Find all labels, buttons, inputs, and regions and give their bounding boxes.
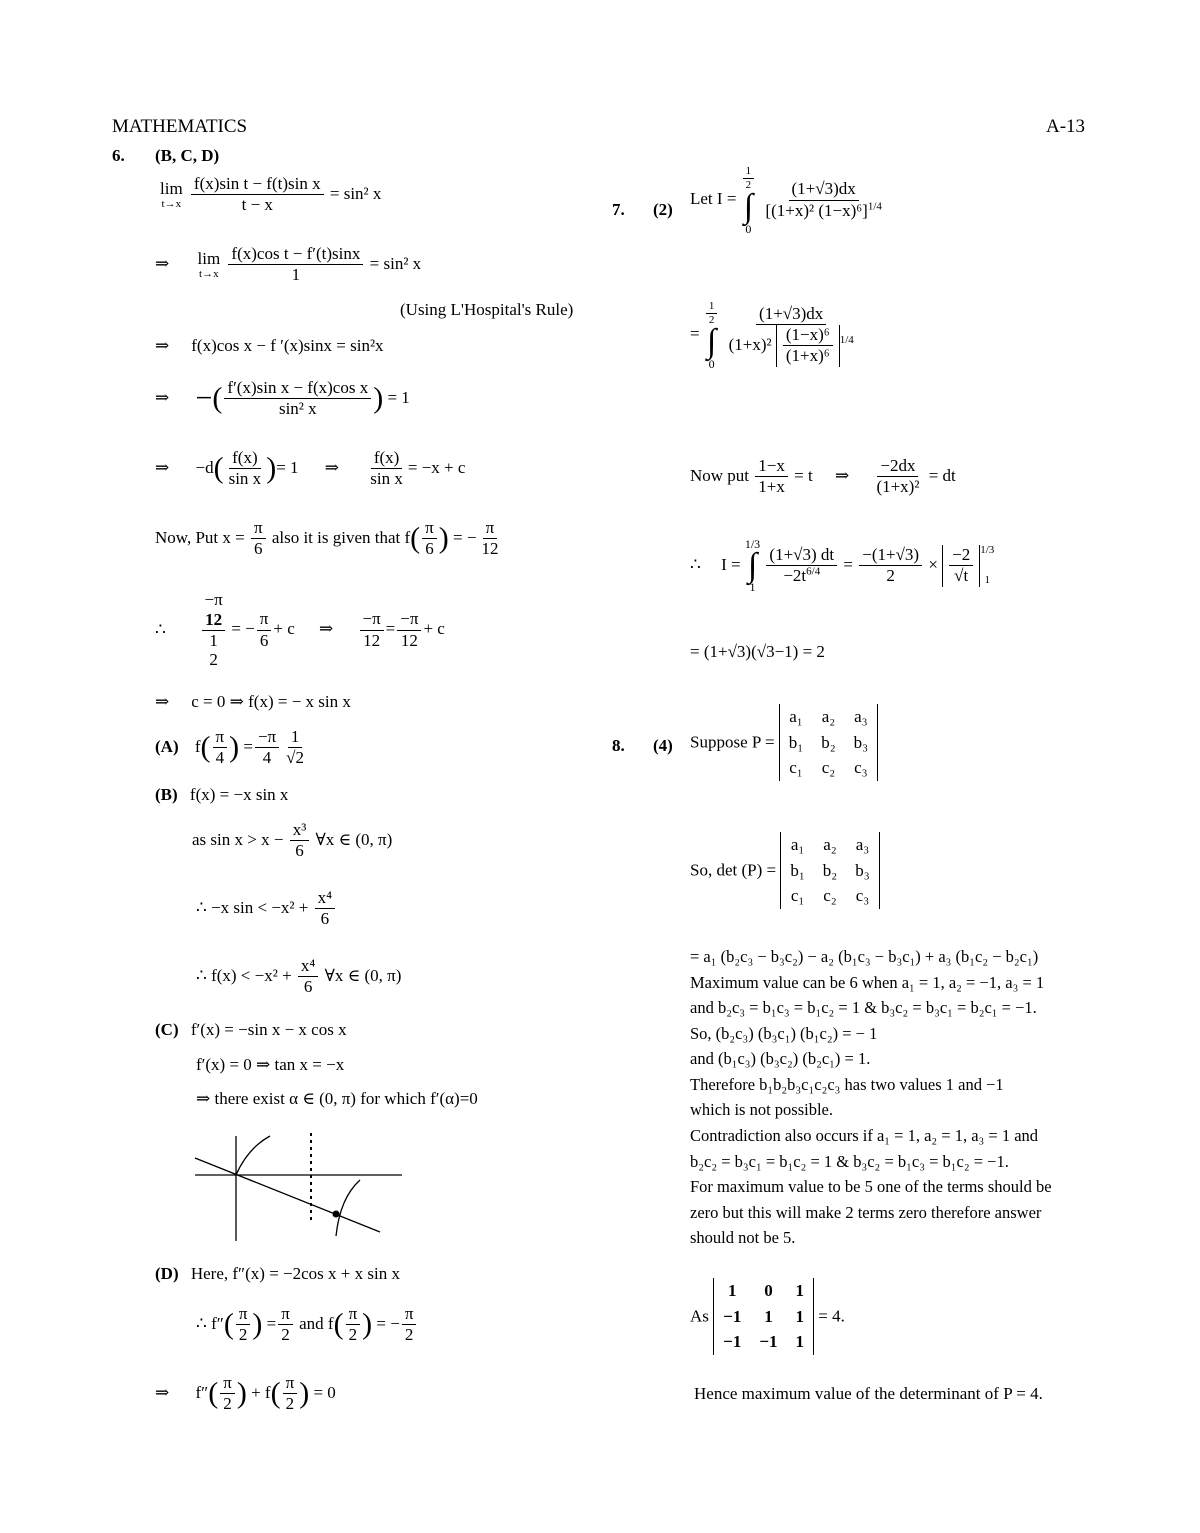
line: Maximum value can be 6 when a₁ = 1, a₂ = −1, a₃ = 1 [690,972,1045,992]
option-c-line3: ⇒ there exist α ∈ (0, π) for which f′(α)=0 [196,1089,478,1108]
fraction-num: −(1+√3) [859,545,922,566]
fraction-num: π [220,1373,235,1394]
outer-den-bottom: 2 [209,650,218,670]
lim-text: lim [160,178,183,198]
eval-upper: 1/3 [980,544,995,557]
fraction-num: (1+√3)dx [789,179,859,200]
fraction-num: π [251,518,266,539]
fraction-den: sin x [228,469,262,489]
fraction-num: −2dx [877,456,918,477]
rhs: = 1 [276,457,299,477]
fraction-num: π [483,518,498,539]
q6-limit-expr [158,174,381,216]
fraction-den: 6 [259,630,269,650]
label: (B) [155,785,178,804]
upper-den: 2 [745,179,752,192]
cell: c₂ [823,886,837,906]
fraction-den: 1+x [758,477,785,497]
label: (C) [155,1020,179,1039]
fraction-num: π [278,1304,293,1325]
upper-limit: 1/3 [744,537,761,551]
line: So, (b₂c₃) (b₃c₁) (b₁c₂) = − 1 [690,1023,878,1043]
q6-step5: ⇒ −d( $\frac{f(x)}{\text{sin x}}$ )= 1 ⇒ $\frac{f(x)}{\text{sin x}}$ = −x + c [155,448,466,489]
option-b [155,785,288,805]
fraction-num: 1 [288,727,303,748]
cell: −1 [723,1306,742,1326]
cell: a₃ [855,835,870,854]
fraction-den: 2 [886,566,895,586]
let-text: Let I = [690,189,737,209]
fraction-den: sin² x [278,399,317,419]
now-put-text: Now put [690,465,750,485]
cell: 1 [795,1332,805,1352]
power: 1/4 [867,200,882,213]
q8-example [690,1278,845,1355]
fraction-den: 2 [223,1394,232,1414]
fraction-den: 12 [481,539,499,559]
tan-branch-2 [336,1180,360,1236]
q6-number: 6. [112,146,125,165]
q8-answer: (4) [653,736,673,755]
fraction-num: x⁴ [315,888,335,909]
label: (A) [155,736,179,756]
q7-now-put: Now put $\frac{1-x}{1+x}$ = t ⇒ $\frac{-2dx}{\text{(1+x)²}}$ = dt [690,456,956,497]
q8-det-p [690,832,880,909]
cell: a₃ [854,707,868,726]
lower-limit: 0 [745,221,752,236]
rhs: = −x + c [407,457,466,477]
option-d-line3: ⇒ f″( $\frac{\pi}{2}$ ) + f( $\frac{\pi}{2}$ ) = 0 [155,1373,336,1414]
fraction-den: 4 [262,748,272,768]
line: which is not possible. [690,1100,833,1120]
fraction-den: √2 [286,748,304,768]
fraction-num: −π [397,609,421,630]
cell: b₁ [788,732,804,752]
as-rhs: = 4. [818,1306,845,1326]
fraction-den: 4 [215,748,225,768]
fraction-den: 2 [281,1325,290,1345]
cell: −1 [759,1332,778,1352]
line-minus-x [195,1158,380,1232]
fraction-num: f(x)cos t − f′(t)sinx [228,244,363,265]
q7-integral-1: Let I = $\frac{1}{2}$ ∫ 0 $\frac{(1+√3)dx}{[(1+x)^2 (1-x)^6]^{1/4}}$ [690,165,882,236]
q6-answer: (B, C, D) [155,146,220,165]
cell: a₁ [789,707,803,726]
outer-den-top: 1 [209,630,218,650]
fraction-den: 12 [363,630,381,650]
i-eq: I = [721,554,741,574]
line: and b₂c₃ = b₁c₃ = b₁c₂ = 1 & b₃c₂ = b₃c₁ = b₂c₁ = −1. [690,998,1037,1018]
q6-hospital-step: ⇒ lim t→x $\frac{\text{f(x)cos t − f′(t)sinx}}{1}$ = sin² x [155,244,422,285]
intersection-point [333,1211,340,1218]
den-prefix: (1+x)² [728,334,772,354]
fraction-den: 2 [285,1394,295,1414]
eval-lower: 1 [984,573,991,586]
fraction-den: 6 [295,841,304,861]
q6-step4: ⇒ −( $\frac{\text{f′(x)sin x − f(x)cos x}}{\text{sin² x}}$ ) = 1 [155,378,410,419]
fraction-den: 1 [291,265,301,285]
q8-number: 8. [612,736,625,755]
option-d-line2: ∴ f″( $\frac{\pi}{2}$ ) = $\frac{\pi}{2}$ and f( $\frac{\pi}{2}$ ) = − $\frac{\pi}{2}$ [196,1304,418,1346]
fraction-num: π [422,518,437,539]
cell: a₂ [823,835,837,854]
line: For maximum value to be 5 one of the terms should be [690,1177,1052,1197]
fraction-den: 6 [303,977,313,997]
rhs: = sin² x [369,253,422,273]
q7-answer: (2) [653,200,673,219]
expr: as sin x > x − [192,829,284,849]
cell: −1 [723,1332,742,1352]
matrix-p [779,704,878,781]
expr: f(x)cos x − f ′(x)sinx = sin²x [191,336,384,355]
cell: 0 [764,1281,773,1300]
line: Contradiction also occurs if a₁ = 1, a₂ = 1, a₃ = 1 and [690,1125,1039,1145]
option-c [155,1020,347,1040]
option-b-line3 [196,888,337,930]
inner-num: (1−x)⁶ [783,325,833,346]
fraction-den: √t [954,566,969,586]
cell: 1 [728,1281,737,1300]
fraction-num: π [346,1304,361,1325]
line: zero but this will make 2 terms zero therefore answer [690,1202,1042,1222]
q7-final: = (1+√3)(√3−1) = 2 [690,642,825,661]
fraction-num: (1+√3)dx [756,304,826,325]
cell: c₂ [821,758,836,778]
page-number: A-13 [1046,116,1086,137]
fraction-num: (1+√3) dt [766,545,837,566]
fraction-num: x⁴ [298,956,318,977]
line: and (b₁c₃) (b₃c₂) (b₂c₁) = 1. [690,1049,871,1069]
line: b₂c₂ = b₃c₁ = b₁c₂ = 1 & b₃c₂ = b₁c₃ = b₁c₂ = −1. [690,1151,1009,1171]
lim-sub: t→x [161,198,182,211]
upper-num: 1 [706,300,718,314]
now-put-text: Now, Put x = [155,527,245,547]
q7-integral-2: = $\frac{1}{2}$ ∫ 0 (1+√3)dx (1+x)² $\frac{\text{(1−x)⁶}}{\text{(1+x)⁶}}$ $^{1/4}$ [690,300,854,371]
therefore: ∴ [690,554,701,574]
q7-integral-3: ∴ I = 1/3 ∫ 1 $\frac{(1+√3) dt}{-2t^{6/4}}$ = $\frac{-(1+√3)}{2}$ × $\frac{-2}{√t}$ 1/3 1 [690,537,995,595]
cell: b₂ [822,860,838,880]
option-c-line2: f′(x) = 0 ⇒ tan x = −x [196,1055,345,1074]
fraction-num: π [402,1304,417,1325]
fraction-num: f(x)sin t − f(t)sin x [191,174,324,195]
cell: 1 [795,1306,805,1326]
forall: ∀x ∈ (0, π) [315,829,393,849]
cell: b₃ [855,860,870,880]
fraction-num: π [257,609,272,630]
upper-num: 1 [743,165,755,179]
cell: c₁ [789,758,803,778]
fraction-den: 12 [400,630,418,650]
fraction-den: 2 [348,1325,358,1345]
q8-conclusion: Hence maximum value of the determinant of P = 4. [694,1384,1043,1403]
cell: a₂ [821,707,836,726]
cell: b₁ [790,860,805,880]
fraction-den: 2 [404,1325,414,1345]
lower-limit: 1 [749,580,756,595]
upper-den: 2 [708,314,715,327]
line: = a₁ (b₂c₃ − b₃c₂) − a₂ (b₁c₃ − b₃c₁) + a₃ (b₁c₂ − b₂c₁) [690,947,1039,966]
fraction-num: x³ [290,820,310,841]
expr: ∴ f(x) < −x² + [196,965,292,985]
fraction-num: −π [255,727,279,748]
fraction-num: π [236,1304,251,1325]
expr: f′(x) = −sin x − x cos x [190,1020,347,1039]
rhs: = sin² x [329,183,382,203]
fraction-den: 6 [320,909,330,929]
fraction-num: f′(x)sin x − f(x)cos x [224,378,371,399]
q8-matrix-p [690,704,878,781]
outer-num-top: −π [204,590,223,609]
cell: c₃ [854,758,868,778]
eq-dt: = dt [928,465,956,485]
option-a: (A) f( $\frac{\pi}{4}$ ) = $\frac{-\pi}{4}$ $\frac{1}{√2}$ [155,727,309,769]
q7-number: 7. [612,200,625,219]
power: 6/4 [806,565,821,578]
as-text: As [690,1306,709,1326]
fraction-num: 1−x [755,456,788,477]
eq0: = 0 [313,1382,336,1402]
forall: ∀x ∈ (0, π) [324,965,402,985]
label: (D) [155,1264,179,1283]
option-b-line4 [196,956,401,998]
expr: f(x) = −x sin x [189,785,289,804]
q6-step3: ⇒ f(x)cos x − f ′(x)sinx = sin²x [155,336,384,355]
det-matrix [780,832,879,909]
fraction-den: 6 [254,539,263,559]
power: 1/4 [839,334,854,347]
hospital-note: (Using L'Hospital's Rule) [400,300,574,319]
expr: ∴ −x sin < −x² + [196,897,309,917]
fraction-num: f(x) [371,448,402,469]
option-b-line2 [192,820,392,862]
lim-sub: t→x [199,268,219,281]
fraction-den: 2 [238,1325,248,1345]
cell: c₃ [855,886,870,906]
and-f: and f [299,1313,334,1333]
cell: b₃ [853,732,869,752]
option-d [155,1264,400,1284]
cell: b₂ [821,732,836,752]
fraction-den: −2t [783,566,807,586]
eq-t: = t [794,465,813,485]
fraction-den: (1+x)² [876,477,920,497]
tangent-graph [190,1128,410,1243]
fraction-den: 6 [425,539,434,559]
outer-num-bottom: 12 [202,610,225,631]
q6-substitution: ∴ −π 12 1 2 = − $\frac{\pi}{6}$ + c ⇒ $\frac{-\pi}{12}$ = $\frac{-\pi}{12}$ + c [155,590,445,670]
cell: a₁ [790,835,805,854]
q6-result: ⇒ c = 0 ⇒ f(x) = − x sin x [155,692,351,711]
fraction-num: −2 [949,545,973,566]
cell: 1 [795,1281,805,1300]
also-text: also it is given that [271,527,401,547]
inner-den: (1+x)⁶ [785,346,830,366]
line: should not be 5. [690,1228,796,1248]
tan-branch-1 [236,1136,270,1175]
lim-text: lim [197,248,221,268]
fraction-num: π [213,727,228,748]
cell: c₁ [790,886,805,906]
fraction-den: [(1+x)² (1−x)⁶] [765,200,868,220]
cell: 1 [764,1306,773,1326]
det-text: So, det (P) = [690,860,777,880]
expr: c = 0 ⇒ f(x) = − x sin x [191,692,351,711]
suppose-text: Suppose P = [690,732,775,752]
fraction-num: f(x) [229,448,260,469]
q6-now-put: Now, Put x = $\frac{\pi}{6}$ also it is given that f( $\frac{\pi}{6}$ ) = − $\frac{\pi}{12}$ [155,518,503,560]
lower-limit: 0 [708,356,715,371]
fraction-den: sin x [370,469,403,489]
example-det [713,1278,814,1355]
expr: Here, f″(x) = −2cos x + x sin x [190,1264,400,1283]
fraction-den: t − x [241,195,273,215]
rhs: = 1 [387,387,410,407]
fraction-num: −π [360,609,384,630]
fraction-num: π [283,1373,298,1394]
page-subject: MATHEMATICS [112,116,248,137]
q8-explanation [690,944,1090,1251]
line: Therefore b₁b₂b₃c₁c₂c₃ has two values 1 and −1 [690,1074,1004,1094]
